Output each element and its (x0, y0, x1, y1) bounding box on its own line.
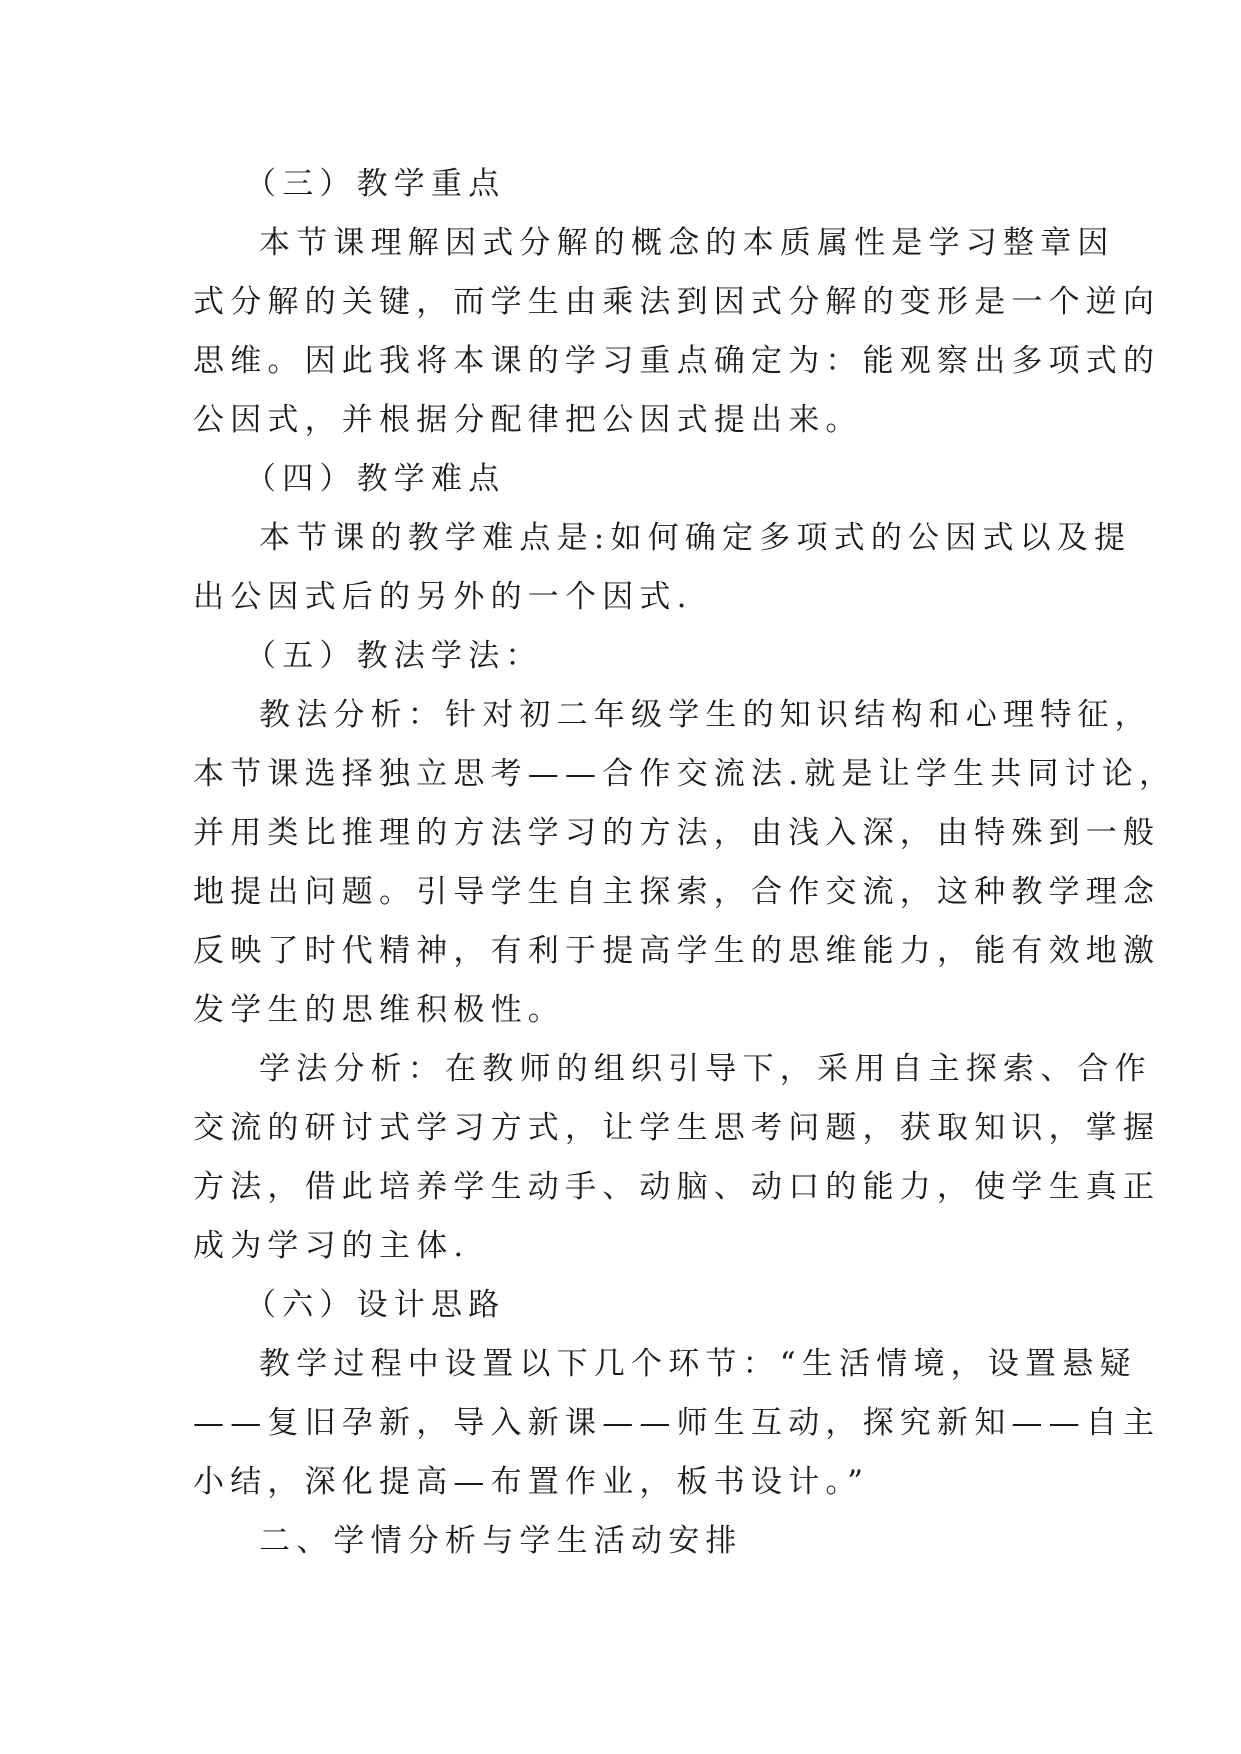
chapter-heading-2: 二、学情分析与学生活动安排 (259, 1523, 743, 1559)
paragraph-line: 本节课的教学难点是:如何确定多项式的公因式以及提 (259, 520, 1132, 556)
document-page (193, 155, 1177, 1571)
paragraph-line: 本节课理解因式分解的概念的本质属性是学习整章因 (259, 225, 1115, 261)
paragraph-line: 式分解的关键，而学生由乘法到因式分解的变形是一个逆向 (193, 284, 1161, 320)
section-heading-5: （五）教法学法： (245, 638, 543, 674)
paragraph-line: 反映了时代精神，有利于提高学生的思维能力，能有效地激 (193, 933, 1161, 969)
paragraph-line: 出公因式后的另外的一个因式. (193, 579, 693, 615)
section-heading-3: （三）教学重点 (245, 166, 506, 202)
paragraph-line: 成为学习的主体. (193, 1228, 470, 1264)
paragraph-line: 方法，借此培养学生动手、动脑、动口的能力，使学生真正 (193, 1169, 1161, 1205)
section-heading-6: （六）设计思路 (245, 1287, 506, 1323)
paragraph-line: 发学生的思维积极性。 (193, 992, 565, 1028)
paragraph-line: 教学过程中设置以下几个环节：“生活情境，设置悬疑 (259, 1346, 1137, 1382)
section-heading-4: （四）教学难点 (245, 461, 506, 497)
paragraph-line: 教法分析：针对初二年级学生的知识结构和心理特征， (259, 697, 1152, 733)
paragraph-line: 并用类比推理的方法学习的方法，由浅入深，由特殊到一般 (193, 815, 1161, 851)
paragraph-line: 地提出问题。引导学生自主探索，合作交流，这种教学理念 (193, 874, 1161, 910)
paragraph-line: 学法分析：在教师的组织引导下，采用自主探索、合作 (259, 1051, 1152, 1087)
paragraph-line: 交流的研讨式学习方式，让学生思考问题，获取知识，掌握 (193, 1110, 1161, 1146)
paragraph-line: ——复旧孕新，导入新课——师生互动，探究新知——自主 (193, 1405, 1161, 1441)
paragraph-line: 小结，深化提高—布置作业，板书设计。” (193, 1464, 870, 1500)
paragraph-line: 思维。因此我将本课的学习重点确定为：能观察出多项式的 (193, 343, 1161, 379)
paragraph-line: 本节课选择独立思考——合作交流法.就是让学生共同讨论， (193, 756, 1177, 792)
paragraph-line: 公因式，并根据分配律把公因式提出来。 (193, 402, 863, 438)
